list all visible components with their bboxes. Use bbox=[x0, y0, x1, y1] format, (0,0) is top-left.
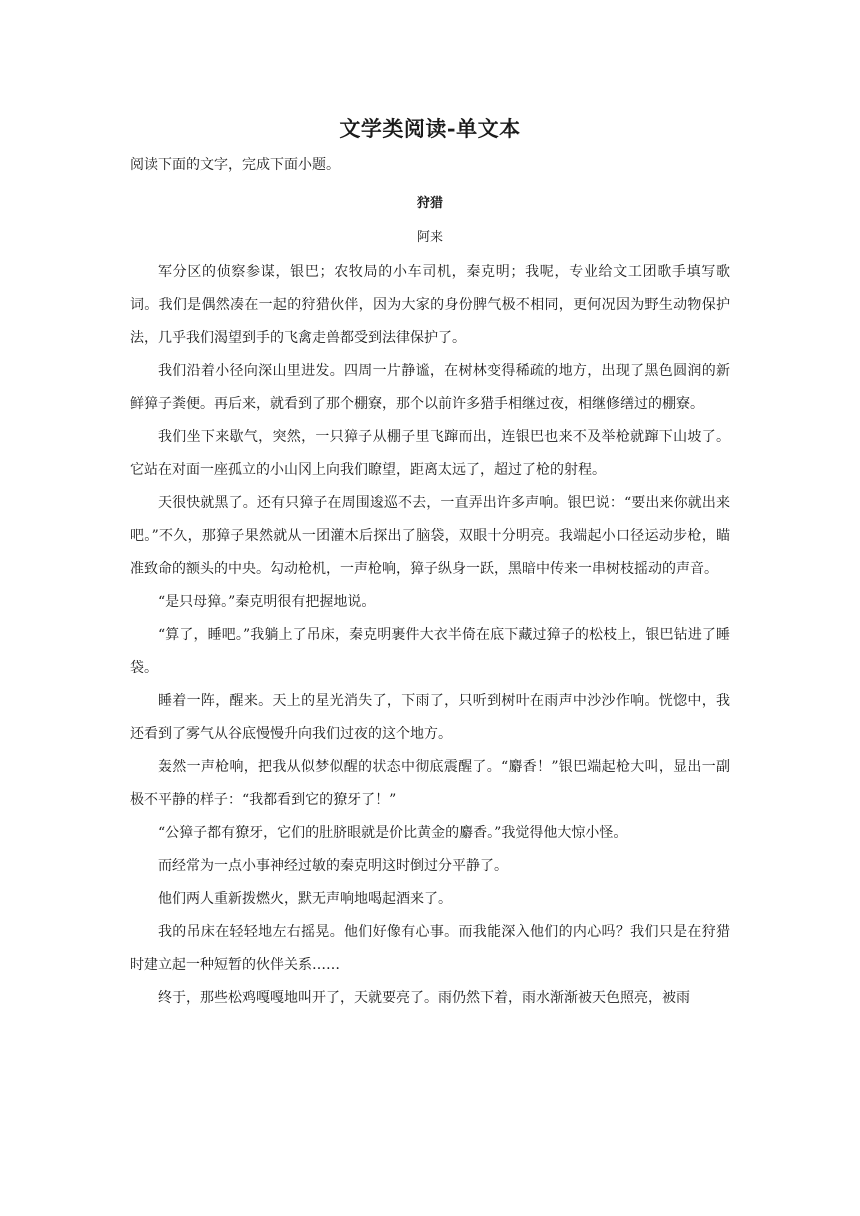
story-paragraph: 天很快就黑了。还有只獐子在周围逡巡不去，一直弄出许多声响。银巴说：“要出来你就出来吧。”不久，那獐子果然就从一团灌木后探出了脑袋，双眼十分明亮。我端起小口径运动步枪，瞄准致命的额头的中央。勾动枪机，一声枪响，獐子纵身一跃，黑暗中传来一串树枝摇动的声音。 bbox=[130, 495, 730, 577]
story-paragraph: 我们沿着小径向深山里进发。四周一片静谧，在树林变得稀疏的地方，出现了黑色圆润的新鲜獐子粪便。再后来，就看到了那个棚寮，那个以前许多猎手相继过夜，相继修缮过的棚寮。 bbox=[130, 363, 730, 412]
story-paragraph: 军分区的侦察参谋，银巴；农牧局的小车司机，秦克明；我呢，专业给文工团歌手填写歌词。我们是偶然凑在一起的狩猎伙伴，因为大家的身份脾气极不相同，更何况因为野生动物保护法，几乎我们渴望到手的飞禽走兽都受到法律保护了。 bbox=[130, 264, 730, 346]
story-paragraph: 睡着一阵，醒来。天上的星光消失了，下雨了，只听到树叶在雨声中沙沙作响。恍惚中，我还看到了雾气从谷底慢慢升向我们过夜的这个地方。 bbox=[130, 693, 730, 742]
story-paragraph: “公獐子都有獠牙，它们的肚脐眼就是价比黄金的麝香。”我觉得他大惊小怪。 bbox=[158, 825, 628, 841]
reading-instruction: 阅读下面的文字，完成下面小题。 bbox=[130, 157, 340, 173]
document-title: 文学类阅读-单文本 bbox=[339, 116, 521, 141]
story-paragraph: “是只母獐。”秦克明很有把握地说。 bbox=[158, 594, 376, 610]
story-paragraph: 他们两人重新拨燃火，默无声响地喝起酒来了。 bbox=[158, 891, 452, 907]
story-author: 阿来 bbox=[416, 230, 443, 245]
story-paragraph: “算了，睡吧。”我躺上了吊床，秦克明裹件大衣半倚在底下藏过獐子的松枝上，银巴钻进了睡袋。 bbox=[130, 627, 730, 676]
story-title: 狩猎 bbox=[416, 196, 443, 211]
story-paragraph: 终于，那些松鸡嘎嘎地叫开了，天就要亮了。雨仍然下着，雨水渐渐被天色照亮，被雨 bbox=[158, 990, 690, 1006]
story-body bbox=[130, 256, 730, 1015]
story-paragraph: 而经常为一点小事神经过敏的秦克明这时倒过分平静了。 bbox=[158, 858, 508, 874]
story-paragraph: 轰然一声枪响，把我从似梦似醒的状态中彻底震醒了。“麝香！”银巴端起枪大叫，显出一副极不平静的样子：“我都看到它的獠牙了！” bbox=[130, 759, 730, 808]
story-paragraph: 我们坐下来歇气，突然，一只獐子从棚子里飞蹿而出，连银巴也来不及举枪就蹿下山坡了。它站在对面一座孤立的小山冈上向我们瞭望，距离太远了，超过了枪的射程。 bbox=[130, 429, 730, 478]
story-paragraph: 我的吊床在轻轻地左右摇晃。他们好像有心事。而我能深入他们的内心吗？我们只是在狩猎时建立起一种短暂的伙伴关系…… bbox=[130, 924, 730, 973]
